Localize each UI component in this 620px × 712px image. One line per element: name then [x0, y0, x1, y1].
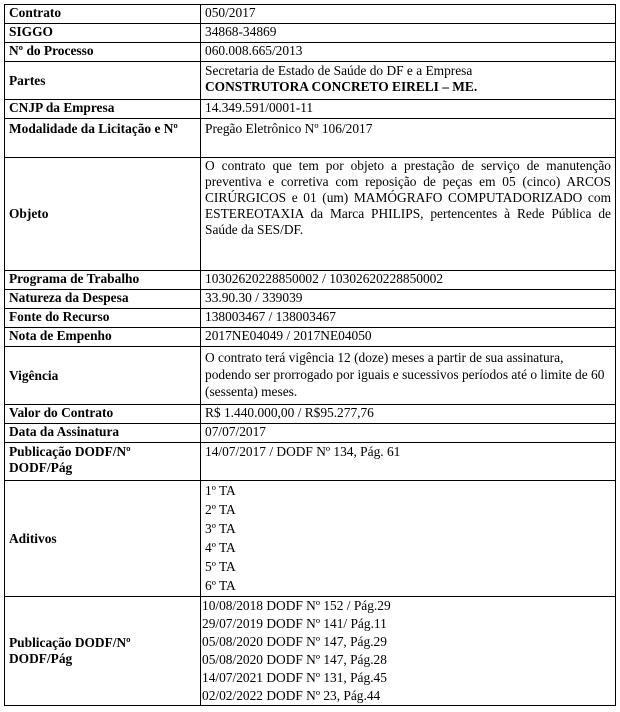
- publicacao-item: 10/08/2018 DODF Nº 152 / Pág.29: [202, 598, 391, 613]
- partes-line-1: Secretaria de Estado de Saúde do DF e a Empresa: [205, 63, 473, 78]
- row-partes: [5, 62, 616, 100]
- value-vigencia: O contrato terá vigência 12 (doze) meses a partir de sua assinatura, podendo ser prorrogado por iguais e sucessivos períodos até o limite de 60 (sessenta) meses.: [201, 347, 616, 405]
- value-programa: 10302620228850002 / 10302620228850002: [201, 271, 616, 290]
- label-assinatura: Data da Assinatura: [5, 424, 201, 443]
- value-siggo: 34868-34869: [201, 24, 616, 43]
- partes-company: CONSTRUTORA CONCRETO EIRELI – ME.: [205, 79, 478, 94]
- value-assinatura: 07/07/2017: [201, 424, 616, 443]
- label-valor: Valor do Contrato: [5, 405, 201, 424]
- label-publicacoes-aditivos: Publicação DODF/Nº DODF/Pág: [5, 597, 201, 706]
- value-empenho: 2017NE04049 / 2017NE04050: [201, 328, 616, 347]
- value-aditivos: [201, 481, 616, 597]
- publicacao-item: 29/07/2019 DODF Nº 141/ Pág.11: [202, 616, 387, 631]
- label-aditivos: Aditivos: [5, 481, 201, 597]
- value-contrato: 050/2017: [201, 5, 616, 24]
- aditivo-item: 1º TA: [205, 483, 236, 498]
- row-siggo: [5, 24, 616, 43]
- aditivo-item: 3º TA: [205, 521, 236, 536]
- value-publicacoes-aditivos: [201, 597, 616, 706]
- label-publicacao: Publicação DODF/Nº DODF/Pág: [5, 443, 201, 481]
- aditivo-item: 6º TA: [205, 578, 236, 593]
- value-partes: [201, 62, 616, 100]
- label-processo: Nº do Processo: [5, 43, 201, 62]
- label-cnpj: CNJP da Empresa: [5, 100, 201, 119]
- label-programa: Programa de Trabalho: [5, 271, 201, 290]
- row-assinatura: [5, 424, 616, 443]
- publicacao-item: 14/07/2021 DODF Nº 131, Pág.45: [202, 670, 387, 685]
- label-contrato: Contrato: [5, 5, 201, 24]
- value-publicacao: 14/07/2017 / DODF Nº 134, Pág. 61: [201, 443, 616, 481]
- row-publicacoes-aditivos: [5, 597, 616, 706]
- value-natureza: 33.90.30 / 339039: [201, 290, 616, 309]
- row-empenho: [5, 328, 616, 347]
- row-modalidade: [5, 119, 616, 158]
- label-modalidade: Modalidade da Licitação e Nº: [5, 119, 201, 158]
- label-siggo: SIGGO: [5, 24, 201, 43]
- value-modalidade: Pregão Eletrônico Nº 106/2017: [201, 119, 616, 158]
- label-vigencia: Vigência: [5, 347, 201, 405]
- label-objeto: Objeto: [5, 158, 201, 271]
- value-fonte: 138003467 / 138003467: [201, 309, 616, 328]
- value-objeto: O contrato que tem por objeto a prestação de serviço de manutenção preventiva e corretiva com reposição de peças em 05 (cinco) ARCOS CIRÚRGICOS e 01 (um) MAMÓGRAFO COMPUTADORIZADO com ESTEREOTAXIA da Marca PHILIPS, pertencentes à Rede Pública de Saúde da SES/DF.: [201, 158, 616, 271]
- value-processo: 060.008.665/2013: [201, 43, 616, 62]
- row-fonte: [5, 309, 616, 328]
- row-aditivos: [5, 481, 616, 597]
- row-publicacao: [5, 443, 616, 481]
- row-processo: [5, 43, 616, 62]
- aditivo-item: 2º TA: [205, 502, 236, 517]
- publicacao-item: 02/02/2022 DODF Nº 23, Pág.44: [202, 688, 381, 703]
- label-fonte: Fonte do Recurso: [5, 309, 201, 328]
- aditivo-item: 5º TA: [205, 559, 236, 574]
- label-natureza: Natureza da Despesa: [5, 290, 201, 309]
- row-valor: [5, 405, 616, 424]
- row-programa: [5, 271, 616, 290]
- value-valor: R$ 1.440.000,00 / R$95.277,76: [201, 405, 616, 424]
- row-cnpj: [5, 100, 616, 119]
- label-empenho: Nota de Empenho: [5, 328, 201, 347]
- aditivo-item: 4º TA: [205, 540, 236, 555]
- label-partes: Partes: [5, 62, 201, 100]
- row-natureza: [5, 290, 616, 309]
- value-cnpj: 14.349.591/0001-11: [201, 100, 616, 119]
- row-vigencia: [5, 347, 616, 405]
- row-objeto: [5, 158, 616, 271]
- publicacao-item: 05/08/2020 DODF Nº 147, Pág.28: [202, 652, 387, 667]
- publicacao-item: 05/08/2020 DODF Nº 147, Pág.29: [202, 634, 387, 649]
- contract-table: [4, 4, 616, 706]
- row-contrato: [5, 5, 616, 24]
